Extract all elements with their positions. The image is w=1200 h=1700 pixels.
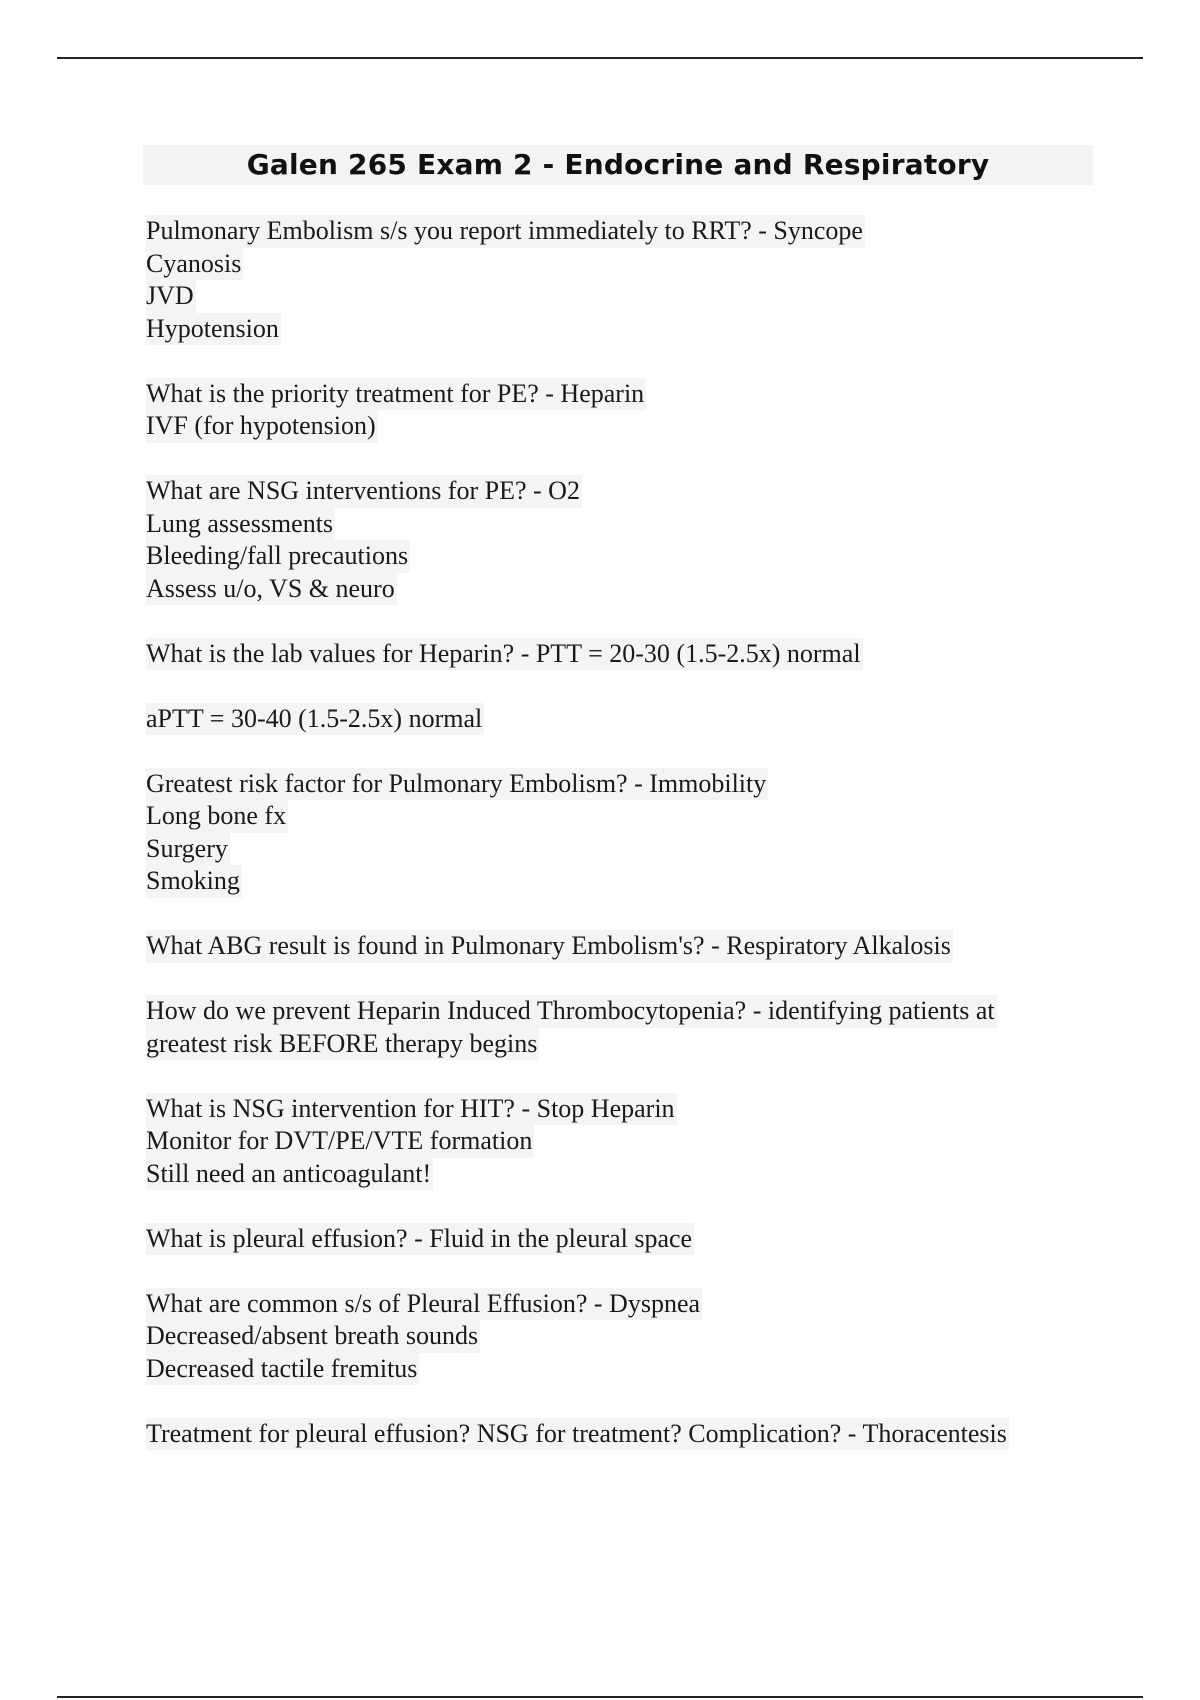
qa-question-line: What are NSG interventions for PE? - O2 (146, 475, 582, 508)
qa-block (146, 1223, 1146, 1256)
qa-answer-line: Decreased tactile fremitus (146, 1353, 419, 1386)
qa-answer-line: Cyanosis (146, 248, 243, 281)
qa-answer-line: Decreased/absent breath sounds (146, 1320, 480, 1353)
qa-answer-line: IVF (for hypotension) (146, 410, 378, 443)
qa-question-line: What are common s/s of Pleural Effusion? - Dyspnea (146, 1288, 702, 1321)
qa-question-line: What is NSG intervention for HIT? - Stop Heparin (146, 1093, 677, 1126)
qa-question-line: What ABG result is found in Pulmonary Embolism's? - Respiratory Alkalosis (146, 930, 953, 963)
qa-block (146, 995, 1146, 1060)
qa-block (146, 638, 1146, 671)
qa-block (146, 930, 1146, 963)
qa-block (146, 1288, 1146, 1386)
qa-block (146, 378, 1146, 443)
qa-answer-line: Hypotension (146, 313, 281, 346)
qa-block (146, 1093, 1146, 1191)
top-divider (57, 57, 1143, 59)
qa-answer-line: Lung assessments (146, 508, 335, 541)
qa-answer-line: Long bone fx (146, 800, 288, 833)
qa-question-line: Greatest risk factor for Pulmonary Embolism? - Immobility (146, 768, 768, 801)
qa-answer-line: Still need an anticoagulant! (146, 1158, 433, 1191)
qa-answer-line: Surgery (146, 833, 230, 866)
qa-block (146, 215, 1146, 345)
qa-block (146, 768, 1146, 898)
qa-block (146, 703, 1146, 736)
qa-answer-line: greatest risk BEFORE therapy begins (146, 1028, 539, 1061)
qa-question-line: Treatment for pleural effusion? NSG for treatment? Complication? - Thoracentesis (146, 1418, 1009, 1451)
bottom-divider (57, 1696, 1143, 1698)
qa-answer-line: JVD (146, 280, 196, 313)
document-body (146, 215, 1146, 1483)
qa-block (146, 1418, 1146, 1451)
qa-question-line: What is the priority treatment for PE? - Heparin (146, 378, 646, 411)
qa-question-line: What is pleural effusion? - Fluid in the pleural space (146, 1223, 694, 1256)
qa-answer-line: Smoking (146, 865, 242, 898)
qa-question-line: aPTT = 30-40 (1.5-2.5x) normal (146, 703, 484, 736)
document-title: Galen 265 Exam 2 - Endocrine and Respiratory (246, 148, 990, 181)
qa-answer-line: Bleeding/fall precautions (146, 540, 410, 573)
title-bar (143, 145, 1093, 185)
qa-answer-line: Monitor for DVT/PE/VTE formation (146, 1125, 534, 1158)
qa-block (146, 475, 1146, 605)
qa-question-line: Pulmonary Embolism s/s you report immediately to RRT? - Syncope (146, 215, 865, 248)
qa-answer-line: Assess u/o, VS & neuro (146, 573, 397, 606)
qa-question-line: How do we prevent Heparin Induced Thrombocytopenia? - identifying patients at (146, 995, 997, 1028)
qa-question-line: What is the lab values for Heparin? - PTT = 20-30 (1.5-2.5x) normal (146, 638, 863, 671)
